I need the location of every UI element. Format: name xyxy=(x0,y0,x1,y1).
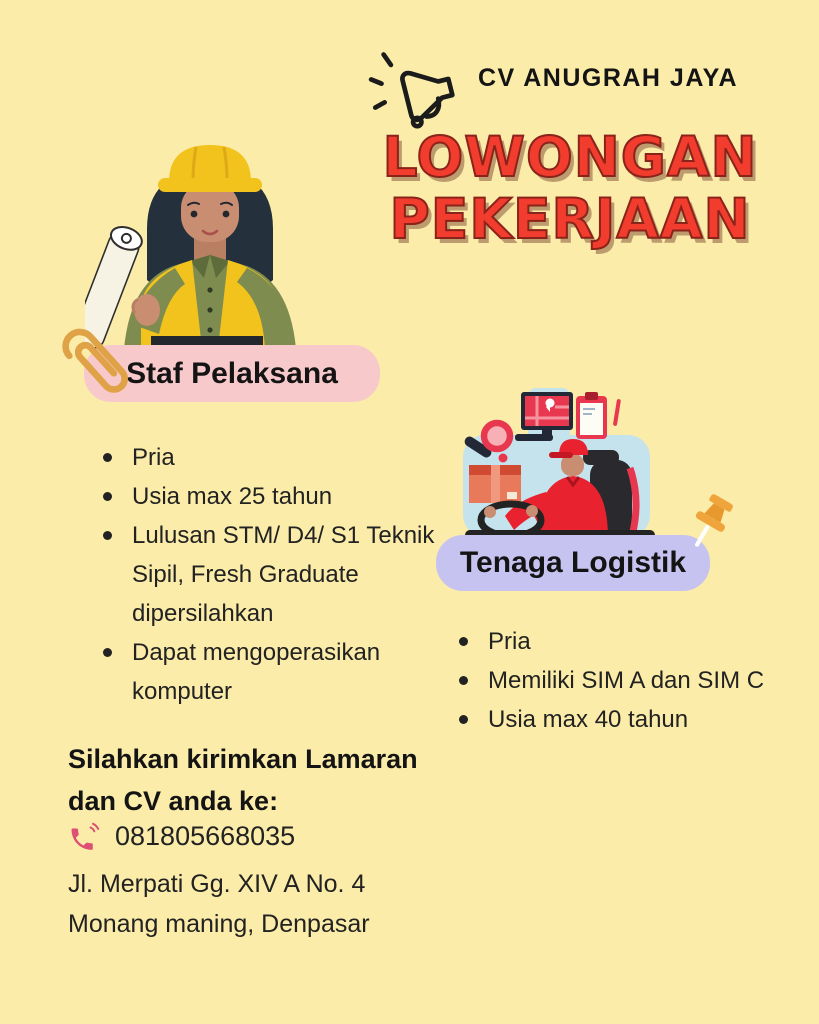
address-line2: Monang maning, Denpasar xyxy=(68,910,370,938)
poster-title xyxy=(381,126,759,250)
requirement-item: Dapat mengoperasikan komputer xyxy=(96,633,436,711)
paperclip-icon xyxy=(48,314,150,422)
contact-heading xyxy=(68,738,418,822)
contact-heading-line2: dan CV anda ke: xyxy=(68,786,279,816)
job-title-badge-tenaga-logistik xyxy=(436,535,710,591)
poster-title-line1: LOWONGAN xyxy=(382,125,758,189)
company-name: CV ANUGRAH JAYA xyxy=(477,64,739,92)
requirement-item: Usia max 25 tahun xyxy=(96,477,436,516)
staf-pelaksana-requirements xyxy=(96,438,436,711)
contact-heading-line1: Silahkan kirimkan Lamaran xyxy=(68,744,418,774)
requirement-item: Lulusan STM/ D4/ S1 Teknik Sipil, Fresh Graduate dipersilahkan xyxy=(96,516,436,633)
job-title-label: Tenaga Logistik xyxy=(459,546,687,579)
address xyxy=(68,864,370,944)
tenaga-logistik-requirements xyxy=(452,622,796,739)
phone-icon xyxy=(66,818,102,854)
phone-row xyxy=(66,818,295,854)
poster-title-line2: PEKERJAAN xyxy=(389,187,751,251)
job-title-label: Staf Pelaksana xyxy=(126,356,338,390)
delivery-driver-illustration xyxy=(433,380,683,548)
requirement-item: Usia max 40 tahun xyxy=(452,700,796,739)
phone-number: 081805668035 xyxy=(115,820,296,851)
pushpin-icon xyxy=(680,488,744,562)
requirement-item: Pria xyxy=(452,622,796,661)
requirement-item: Memiliki SIM A dan SIM C xyxy=(452,661,796,700)
requirement-item: Pria xyxy=(96,438,436,477)
address-line1: Jl. Merpati Gg. XIV A No. 4 xyxy=(68,870,366,898)
